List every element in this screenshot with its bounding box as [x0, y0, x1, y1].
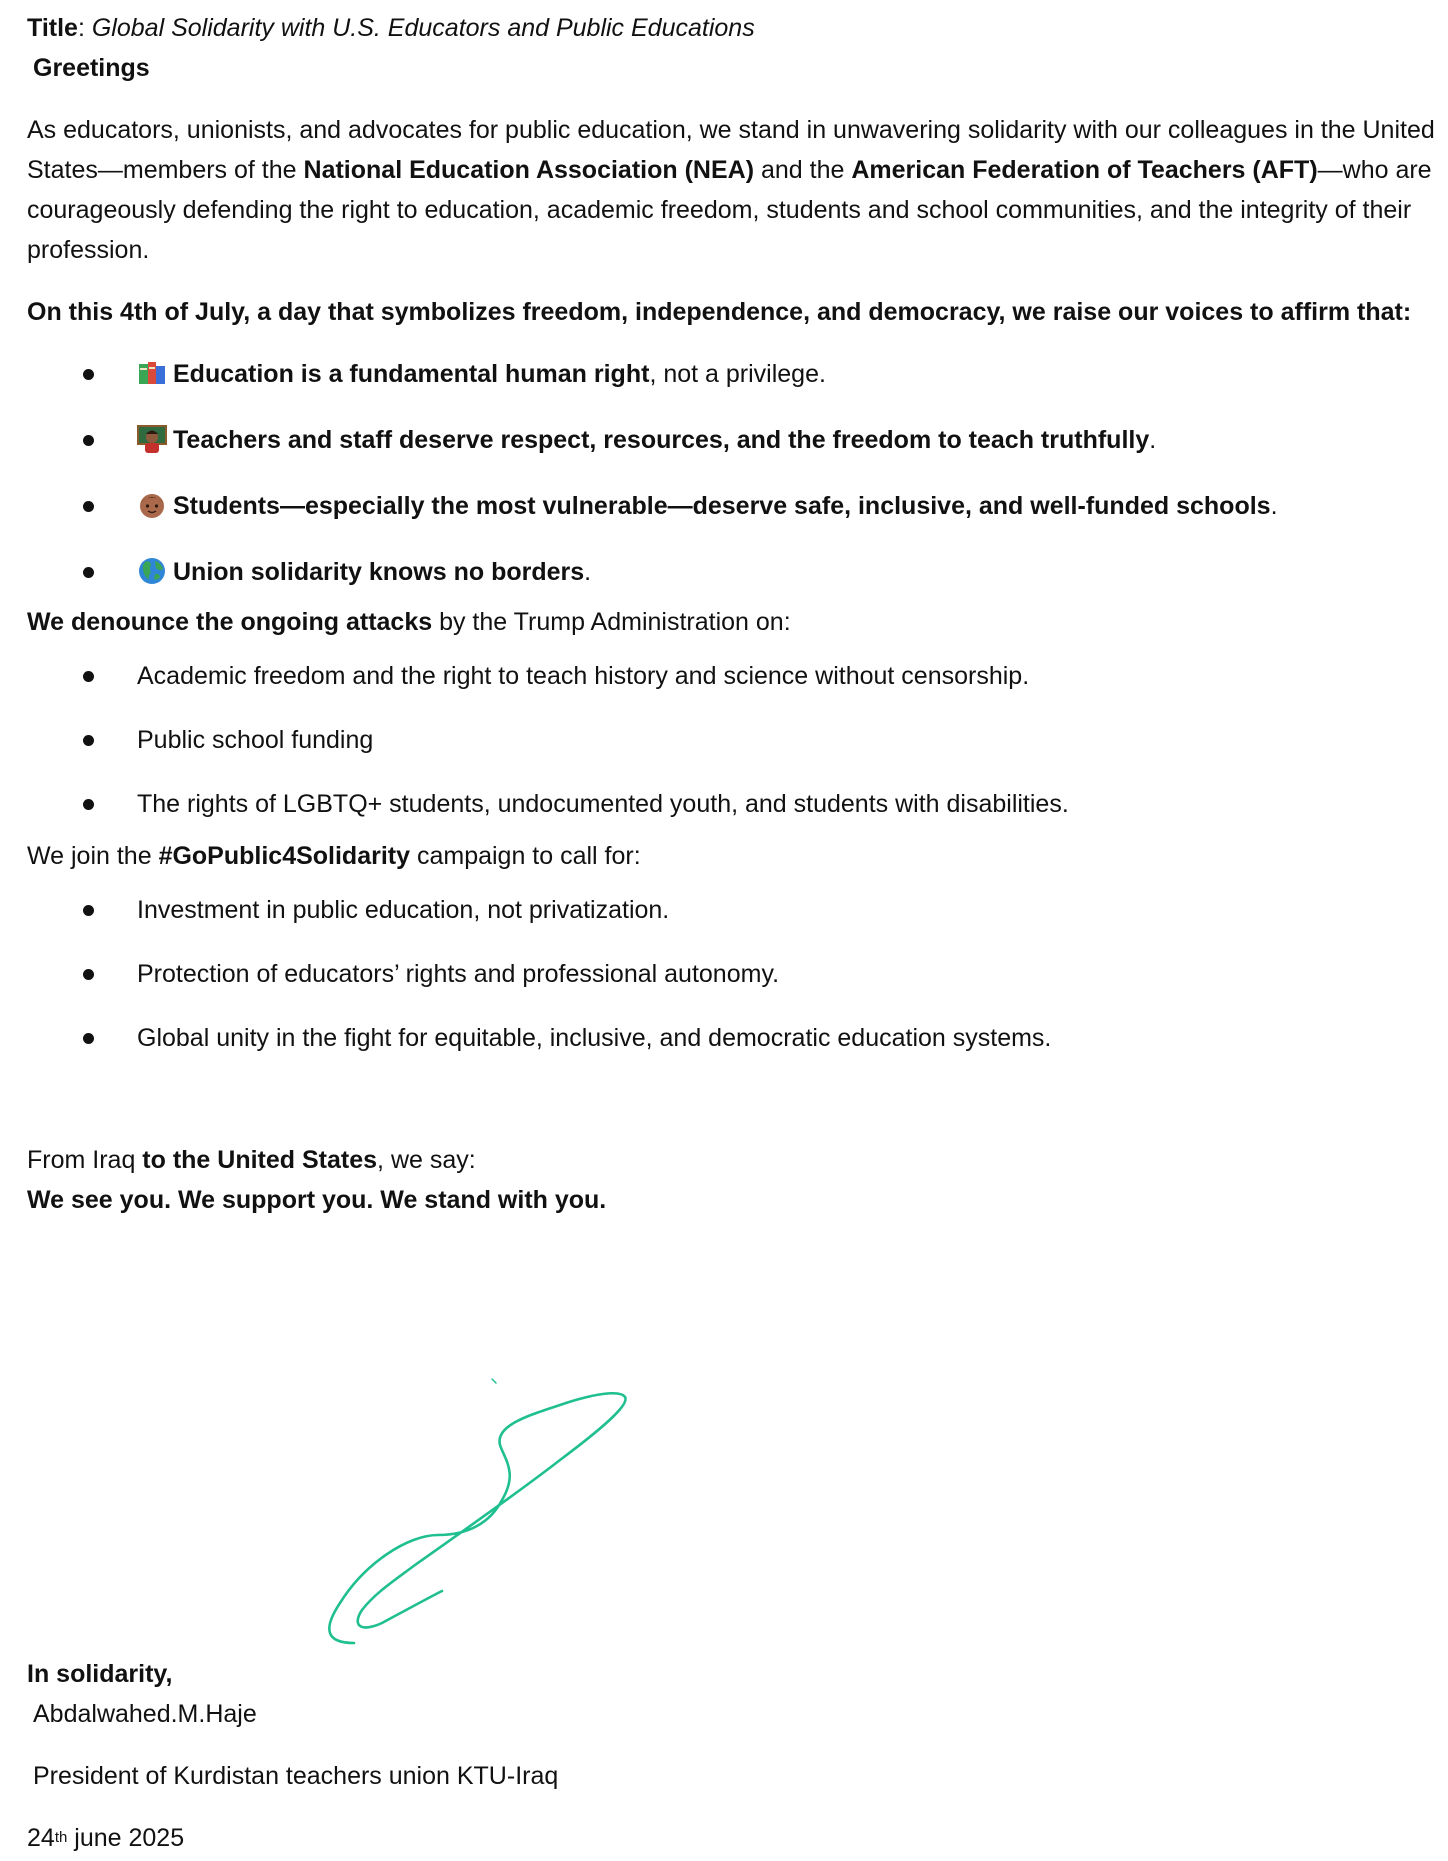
campaign-text-2: campaign to call for:	[410, 842, 641, 870]
intro-text-2: and the	[754, 156, 852, 184]
intro-paragraph	[27, 110, 1448, 270]
title-label: Title	[27, 14, 78, 42]
affirm-item-rest: .	[1270, 492, 1278, 520]
affirm-item-bold: Teachers and staff deserve respect, resources, and the freedom to teach truthfully	[173, 426, 1150, 454]
affirm-list	[27, 354, 1448, 592]
denounce-list	[27, 656, 1448, 824]
teacher-icon	[137, 424, 167, 454]
affirm-heading	[27, 292, 1448, 332]
denounce-heading	[27, 602, 1448, 642]
nea-name: National Education Association (NEA)	[303, 156, 755, 184]
letter-body	[27, 8, 1448, 1220]
campaign-item: Global unity in the fight for equitable, inclusive, and democratic education systems.	[137, 1024, 1052, 1052]
denounce-item: Public school funding	[137, 726, 374, 754]
list-item	[27, 354, 1448, 394]
affirm-item-bold: Union solidarity knows no borders	[173, 558, 585, 586]
aft-name: American Federation of Teachers (AFT)	[851, 156, 1318, 184]
message-line	[27, 1140, 1448, 1180]
affirm-item-rest: , not a privilege.	[649, 360, 826, 388]
bullet-dot	[83, 799, 94, 810]
denounce-bold: We denounce the ongoing attacks	[27, 608, 433, 636]
letter-date	[27, 1818, 1027, 1858]
bullet-dot	[83, 501, 94, 512]
sign-off-text: In solidarity,	[27, 1660, 173, 1688]
closing-block	[27, 1654, 1027, 1858]
list-item	[27, 486, 1448, 526]
affirm-item-rest: .	[1149, 426, 1157, 454]
list-item	[27, 552, 1448, 592]
campaign-list	[27, 890, 1448, 1058]
bullet-dot	[83, 905, 94, 916]
title-text: Global Solidarity with U.S. Educators and Public Educations	[91, 14, 755, 42]
denounce-rest: by the Trump Administration on:	[432, 608, 791, 636]
denounce-item: Academic freedom and the right to teach history and science without censorship.	[137, 662, 1030, 690]
signer-role: President of Kurdistan teachers union KTU-Iraq	[33, 1762, 559, 1790]
letter-title: Title: Global Solidarity with U.S. Educators and Public Educations	[27, 14, 755, 42]
affirm-heading-text: On this 4th of July, a day that symbolizes freedom, independence, and democracy, we raise our voices to affirm that:	[27, 298, 1412, 326]
list-item	[27, 954, 1448, 994]
campaign-hashtag: #GoPublic4Solidarity	[158, 842, 411, 870]
intro-text-1: As educators, unionists, and advocates for public education, we stand in unwavering solidarity with our colleagues in the United States—members of the	[27, 116, 1435, 184]
affirm-item-bold: Education is a fundamental human right	[173, 360, 650, 388]
denounce-item: The rights of LGBTQ+ students, undocumented youth, and students with disabilities.	[137, 790, 1069, 818]
greeting: Greetings	[33, 54, 150, 82]
campaign-heading	[27, 836, 1448, 876]
list-item	[27, 890, 1448, 930]
bullet-dot	[83, 567, 94, 578]
books-icon	[137, 358, 167, 388]
campaign-item: Investment in public education, not privatization.	[137, 896, 670, 924]
campaign-item: Protection of educators’ rights and professional autonomy.	[137, 960, 780, 988]
list-item	[27, 720, 1448, 760]
signature	[320, 1375, 720, 1665]
signer-name: Abdalwahed.M.Haje	[33, 1700, 257, 1728]
list-item	[27, 1018, 1448, 1058]
student-icon	[137, 490, 167, 520]
globe-icon	[137, 556, 167, 586]
slogan-text: We see you. We support you. We stand with you.	[27, 1186, 607, 1214]
list-item	[27, 656, 1448, 696]
affirm-item-rest: .	[584, 558, 592, 586]
sign-off	[27, 1654, 1027, 1694]
list-item	[27, 784, 1448, 824]
date-day: 24	[27, 1824, 55, 1852]
bullet-dot	[83, 969, 94, 980]
date-suffix: th	[54, 1829, 68, 1846]
bullet-dot	[83, 369, 94, 380]
bullet-dot	[83, 735, 94, 746]
bullet-dot	[83, 435, 94, 446]
bullet-dot	[83, 1033, 94, 1044]
affirm-item-bold: Students—especially the most vulnerable—deserve safe, inclusive, and well-funded schools	[173, 492, 1271, 520]
bullet-dot	[83, 671, 94, 682]
slogan	[27, 1180, 1448, 1220]
message-bold: to the United States	[142, 1146, 378, 1174]
message-text-1: From Iraq	[27, 1146, 143, 1174]
intro-text-3: —who are courageously defending the right to education, academic freedom, students and school communities, and the integrity of their profession.	[27, 156, 1432, 264]
list-item	[27, 420, 1448, 460]
date-rest: june 2025	[67, 1824, 185, 1852]
campaign-text-1: We join the	[27, 842, 159, 870]
message-text-2: , we say:	[377, 1146, 476, 1174]
